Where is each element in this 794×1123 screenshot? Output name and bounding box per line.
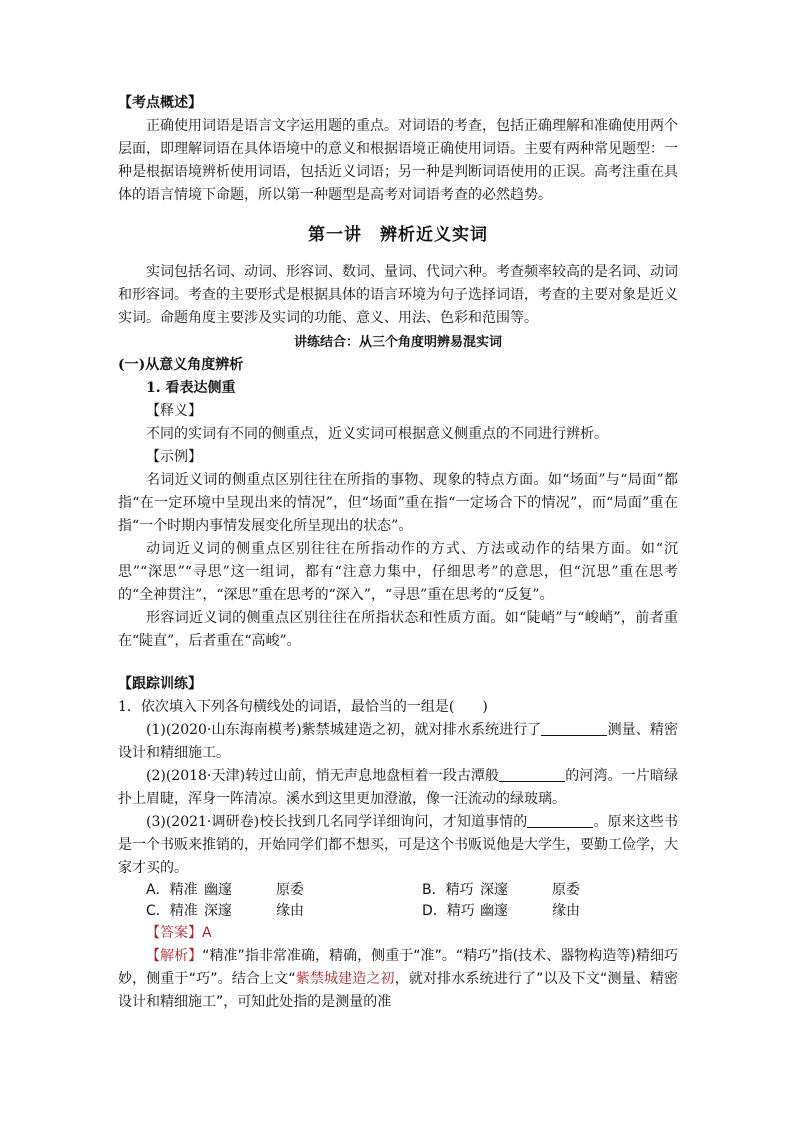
example-verb: 动词近义词的侧重点区别往往在所指动作的方式、方法或动作的结果方面。如“沉思”“深思”“寻思”这一组词，都有“注意力集中，仔细思考”的意思，但“沉思”重在思考的“全神贯注”，“深思”重在思考的“深入”，“寻思”重在思考的“反复”。 — [118, 541, 678, 603]
answer-label: 【答案】 — [146, 925, 202, 941]
option-b-word-3: 原委 — [552, 882, 580, 898]
answer-blank-2 — [499, 767, 565, 782]
example-adj: 形容词近义词的侧重点区别往往在所指状态和性质方面。如“陡峭”与“峻峭”，前者重在“陡直”，后者重在“高峻”。 — [118, 610, 678, 649]
option-c-word-2: 深邃 — [204, 903, 232, 919]
sentence-3-tail: 。原来这些书是一个书贩来推销的，开始同学们都不想买，可是这个书贩说他是大学生，要勤工俭学，大家才买的。 — [118, 814, 678, 876]
option-a-word-1: A．精准 — [146, 882, 198, 898]
sentence-3-text: (3)(2021·调研卷)校长找到几名同学详细询问，才知道事情的 — [146, 814, 528, 830]
overview-heading: 【考点概述】 — [118, 95, 202, 111]
answer-line — [118, 922, 678, 945]
sentence-2-tail: 的河湾。一片暗绿扑上眉睫，浑身一阵清凉。溪水到这里更加澄澈，像一汪流动的绿玻璃。 — [118, 768, 678, 807]
sentence-3 — [118, 811, 678, 880]
practice-heading: 【跟踪训练】 — [118, 676, 202, 692]
sentence-2-text: (2)(2018·天津)转过山前，悄无声息地盘桓着一段古潭般 — [146, 768, 500, 784]
analysis-text: “精准”指非常准确，精确，侧重于“准”。“精巧”指(技术、器物构造等)精细巧妙，侧重于“巧”。结合上文“ — [118, 948, 678, 987]
section-heading: (一)从意义角度辨析 — [118, 357, 244, 373]
option-d-word-3: 缘由 — [552, 903, 580, 919]
shiyi-text: 不同的实词有不同的侧重点，近义实词可根据意义侧重点的不同进行辨析。 — [146, 426, 608, 442]
lecture-subtitle: 讲练结合：从三个角度明辨易混实词 — [293, 335, 502, 350]
answer-value: A — [202, 925, 212, 941]
question-stem: 1．依次填入下列各句横线处的词语，最恰当的一组是( ) — [118, 699, 488, 715]
answer-blank-1 — [541, 721, 607, 736]
overview-text: 正确使用词语是语言文字运用题的重点。对词语的考查，包括正确理解和准确使用两个层面，即理解词语在具体语境中的意义和根据语境正确使用词语。主要有两种常见题型：一种是根据语境辨析使用词语，包括近义词语；另一种是判断词语使用的正误。高考注重在具体的语言情境下命题，所以第一种题型是高考对词语考查的必然趋势。 — [118, 118, 678, 203]
answer-blank-3 — [527, 813, 593, 828]
document-page — [118, 92, 678, 1014]
lecture-intro: 实词包括名词、动词、形容词、数词、量词、代词六种。考查频率较高的是名词、动词和形容词。考查的主要形式是根据具体的语言环境为句子选择词语，考查的主要对象是近义实词。命题角度主要涉及实词的功能、意义、用法、色彩和范围等。 — [118, 264, 678, 326]
analysis-paragraph — [118, 945, 678, 1014]
options-row-1 — [118, 880, 678, 901]
option-a-word-3: 原委 — [276, 882, 304, 898]
analysis-quote: 紫禁城建造之初 — [295, 971, 395, 987]
option-a-word-2: 幽邃 — [204, 882, 232, 898]
sentence-2 — [118, 765, 678, 811]
option-c-word-1: C．精准 — [146, 903, 198, 919]
analysis-text-tail: ，就对排水系统进行了”以及下文“测量、精密设计和精细施工”，可知此处指的是测量的准 — [118, 971, 678, 1010]
shili-label: 【示例】 — [146, 449, 202, 465]
shiyi-label: 【释义】 — [146, 403, 202, 419]
option-c-word-3: 缘由 — [276, 903, 304, 919]
option-d-word-1: D．精巧 — [422, 903, 475, 919]
sentence-1 — [118, 719, 678, 765]
lecture-title: 第一讲 辨析近义实词 — [308, 225, 488, 245]
option-b-word-1: B．精巧 — [422, 882, 474, 898]
sentence-1-tail: 测量、精密设计和精细施工。 — [118, 722, 678, 761]
sentence-1-text: (1)(2020·山东海南模考)紫禁城建造之初，就对排水系统进行了 — [146, 722, 542, 738]
options-row-2 — [118, 901, 678, 922]
point-heading: 1. 看表达侧重 — [146, 380, 236, 396]
option-b-word-2: 深邃 — [480, 882, 508, 898]
analysis-label: 【解析】 — [146, 948, 203, 964]
example-noun: 名词近义词的侧重点区别往往在所指的事物、现象的特点方面。如“场面”与“局面”都指“在一定环境中呈现出来的情况”，但“场面”重在指“一定场合下的情况”，而“局面”重在指“一个时期内事情发展变化所呈现出的状态”。 — [118, 472, 678, 534]
option-d-word-2: 幽邃 — [480, 903, 508, 919]
